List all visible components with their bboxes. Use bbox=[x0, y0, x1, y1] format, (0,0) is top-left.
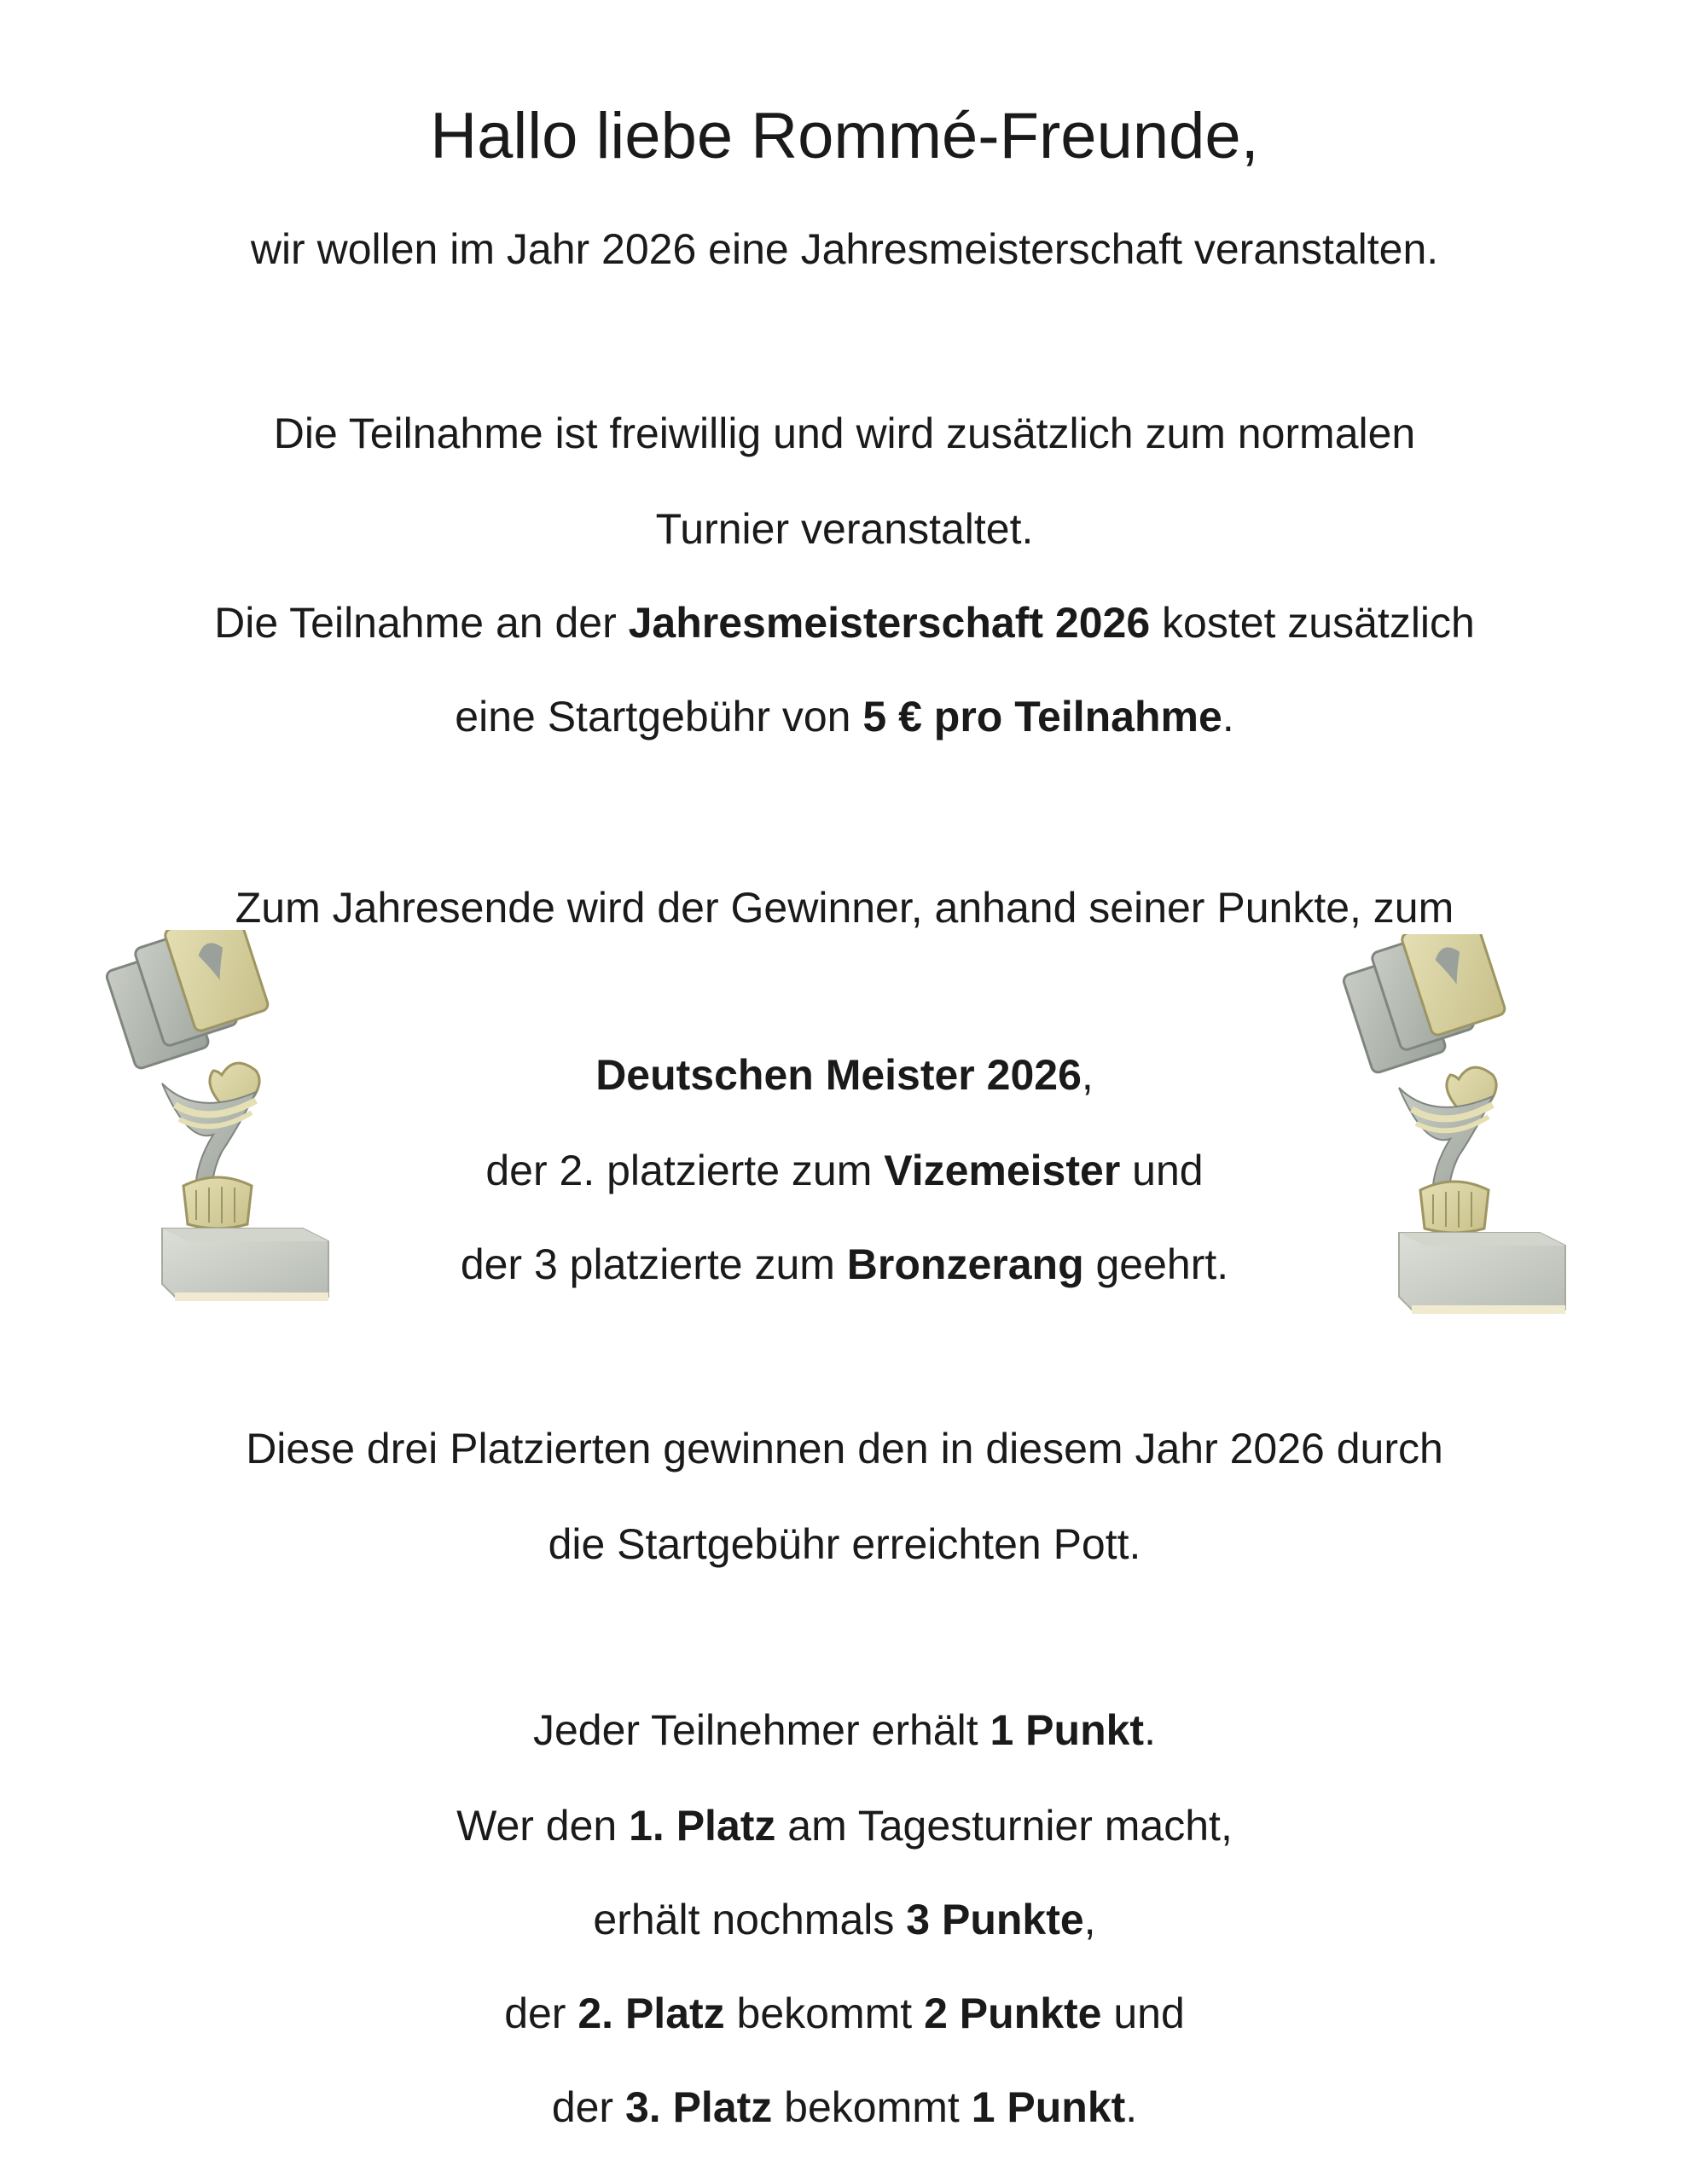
points-line-4: der 2. Platz bekommt 2 Punkte und bbox=[504, 1989, 1185, 2037]
ranking-bronze: der 3 platzierte zum Bronzerang geehrt. bbox=[460, 1240, 1229, 1288]
pot-line-2: die Startgebühr erreichten Pott. bbox=[548, 1520, 1141, 1568]
ranking-champion: Deutschen Meister 2026, bbox=[595, 1051, 1094, 1099]
bronze-title: Bronzerang bbox=[846, 1240, 1084, 1288]
ranking-vice: der 2. platzierte zum Vizemeister und bbox=[485, 1147, 1204, 1194]
participation-line-2: Turnier veranstaltet. bbox=[655, 505, 1034, 553]
points-line-2: Wer den 1. Platz am Tagesturnier macht, bbox=[456, 1802, 1233, 1850]
card-trophy-icon bbox=[102, 930, 350, 1305]
points-line-5: der 3. Platz bekommt 1 Punkt. bbox=[551, 2083, 1138, 2131]
pot-line-1: Diese drei Platzierten gewinnen den in diesem Jahr 2026 durch bbox=[246, 1425, 1443, 1472]
championship-name: Jahresmeisterschaft 2026 bbox=[628, 599, 1151, 647]
page-title: Hallo liebe Rommé-Freunde, bbox=[430, 100, 1259, 172]
champion-title: Deutschen Meister 2026 bbox=[595, 1051, 1082, 1099]
card-trophy-icon bbox=[1339, 934, 1587, 1327]
intro-text: wir wollen im Jahr 2026 eine Jahresmeisterschaft veranstalten. bbox=[250, 225, 1439, 273]
ranking-line-1: Zum Jahresende wird der Gewinner, anhand seiner Punkte, zum bbox=[235, 884, 1454, 932]
participation-line-3: Die Teilnahme an der Jahresmeisterschaft 2026 kostet zusätzlich bbox=[214, 599, 1475, 647]
points-line-1: Jeder Teilnehmer erhält 1 Punkt. bbox=[533, 1706, 1156, 1754]
fee-amount: 5 € pro Teilnahme bbox=[862, 693, 1222, 741]
participation-line-4: eine Startgebühr von 5 € pro Teilnahme. bbox=[455, 693, 1234, 741]
vice-title: Vizemeister bbox=[884, 1147, 1121, 1194]
participation-line-1: Die Teilnahme ist freiwillig und wird zusätzlich zum normalen bbox=[273, 410, 1416, 457]
points-line-3: erhält nochmals 3 Punkte, bbox=[593, 1896, 1096, 1943]
